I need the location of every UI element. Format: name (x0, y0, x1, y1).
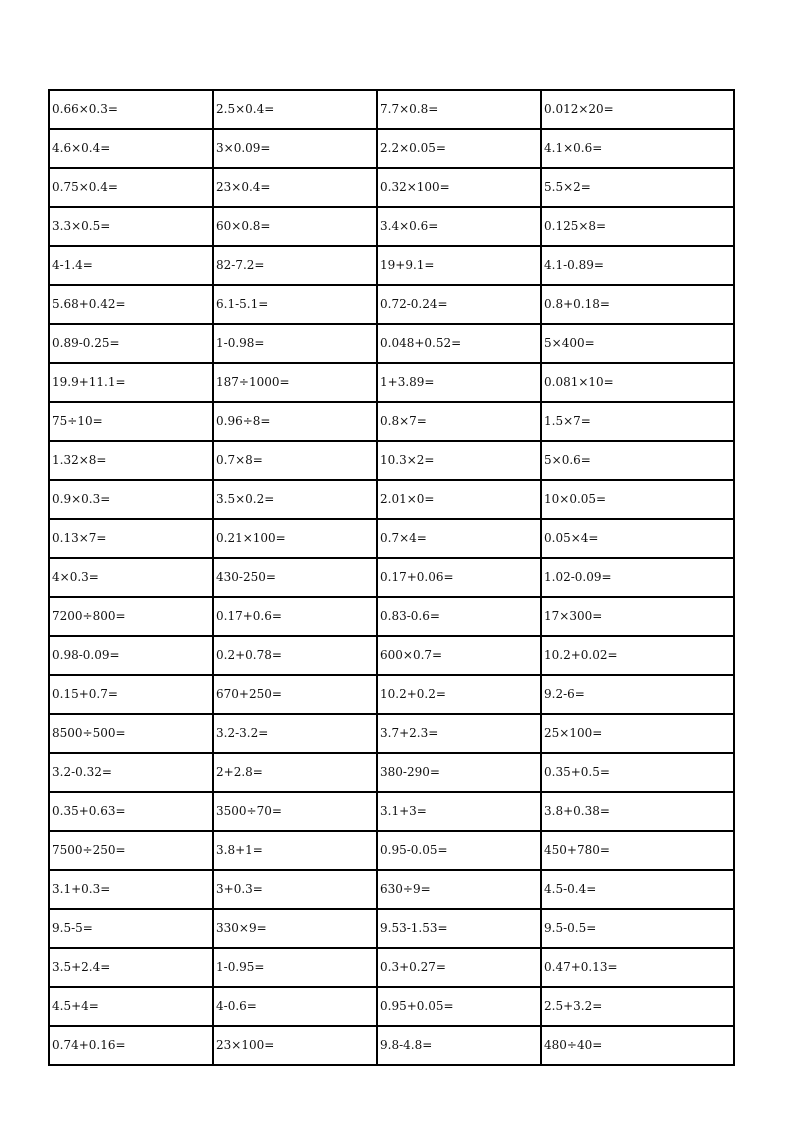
exercise-cell: 0.081×10= (541, 363, 734, 402)
exercise-cell: 1.02-0.09= (541, 558, 734, 597)
table-row (49, 948, 734, 987)
exercise-cell: 5.5×2= (541, 168, 734, 207)
exercise-cell: 19+9.1= (377, 246, 541, 285)
table-row (49, 909, 734, 948)
table-row (49, 480, 734, 519)
exercise-cell: 2+2.8= (213, 753, 377, 792)
exercise-cell: 0.75×0.4= (49, 168, 213, 207)
exercise-cell: 600×0.7= (377, 636, 541, 675)
table-row (49, 1026, 734, 1065)
table-row (49, 675, 734, 714)
exercise-cell: 19.9+11.1= (49, 363, 213, 402)
exercise-cell: 0.96÷8= (213, 402, 377, 441)
exercise-cell: 0.17+0.6= (213, 597, 377, 636)
exercise-cell: 1-0.98= (213, 324, 377, 363)
exercise-cell: 0.2+0.78= (213, 636, 377, 675)
exercise-cell: 3.2-3.2= (213, 714, 377, 753)
exercise-cell: 430-250= (213, 558, 377, 597)
exercise-table (48, 89, 735, 1066)
exercise-cell: 5×0.6= (541, 441, 734, 480)
table-row (49, 558, 734, 597)
exercise-cell: 0.8+0.18= (541, 285, 734, 324)
exercise-cell: 0.8×7= (377, 402, 541, 441)
table-row (49, 363, 734, 402)
table-row (49, 90, 734, 129)
exercise-cell: 0.17+0.06= (377, 558, 541, 597)
exercise-cell: 3.5×0.2= (213, 480, 377, 519)
exercise-cell: 9.5-5= (49, 909, 213, 948)
table-row (49, 636, 734, 675)
exercise-cell: 187÷1000= (213, 363, 377, 402)
exercise-cell: 0.048+0.52= (377, 324, 541, 363)
exercise-cell: 0.89-0.25= (49, 324, 213, 363)
exercise-cell: 1.5×7= (541, 402, 734, 441)
table-body (49, 90, 734, 1065)
exercise-cell: 0.125×8= (541, 207, 734, 246)
exercise-cell: 4×0.3= (49, 558, 213, 597)
exercise-cell: 0.95+0.05= (377, 987, 541, 1026)
table-row (49, 714, 734, 753)
exercise-cell: 0.05×4= (541, 519, 734, 558)
exercise-cell: 4-0.6= (213, 987, 377, 1026)
exercise-cell: 8500÷500= (49, 714, 213, 753)
exercise-cell: 0.72-0.24= (377, 285, 541, 324)
exercise-cell: 60×0.8= (213, 207, 377, 246)
exercise-cell: 4.6×0.4= (49, 129, 213, 168)
table-row (49, 753, 734, 792)
exercise-cell: 3.8+0.38= (541, 792, 734, 831)
exercise-cell: 480÷40= (541, 1026, 734, 1065)
exercise-cell: 1+3.89= (377, 363, 541, 402)
exercise-cell: 450+780= (541, 831, 734, 870)
exercise-cell: 7500÷250= (49, 831, 213, 870)
exercise-cell: 3.1+0.3= (49, 870, 213, 909)
exercise-cell: 25×100= (541, 714, 734, 753)
exercise-cell: 10×0.05= (541, 480, 734, 519)
table-row (49, 870, 734, 909)
exercise-cell: 3+0.3= (213, 870, 377, 909)
exercise-cell: 4.1-0.89= (541, 246, 734, 285)
exercise-cell: 630÷9= (377, 870, 541, 909)
exercise-cell: 0.13×7= (49, 519, 213, 558)
exercise-cell: 23×100= (213, 1026, 377, 1065)
table-row (49, 207, 734, 246)
table-row (49, 792, 734, 831)
exercise-cell: 3.4×0.6= (377, 207, 541, 246)
exercise-cell: 0.15+0.7= (49, 675, 213, 714)
exercise-cell: 0.21×100= (213, 519, 377, 558)
exercise-cell: 0.83-0.6= (377, 597, 541, 636)
exercise-cell: 3.8+1= (213, 831, 377, 870)
table-row (49, 285, 734, 324)
table-row (49, 129, 734, 168)
exercise-cell: 82-7.2= (213, 246, 377, 285)
exercise-cell: 0.95-0.05= (377, 831, 541, 870)
exercise-cell: 1.32×8= (49, 441, 213, 480)
exercise-cell: 670+250= (213, 675, 377, 714)
exercise-cell: 0.7×8= (213, 441, 377, 480)
exercise-cell: 2.5+3.2= (541, 987, 734, 1026)
exercise-cell: 3.2-0.32= (49, 753, 213, 792)
exercise-cell: 9.2-6= (541, 675, 734, 714)
exercise-cell: 0.32×100= (377, 168, 541, 207)
exercise-cell: 3.7+2.3= (377, 714, 541, 753)
exercise-cell: 5.68+0.42= (49, 285, 213, 324)
exercise-cell: 23×0.4= (213, 168, 377, 207)
exercise-cell: 0.3+0.27= (377, 948, 541, 987)
table-row (49, 519, 734, 558)
table-row (49, 597, 734, 636)
exercise-cell: 2.01×0= (377, 480, 541, 519)
exercise-cell: 380-290= (377, 753, 541, 792)
exercise-cell: 0.7×4= (377, 519, 541, 558)
exercise-cell: 0.9×0.3= (49, 480, 213, 519)
worksheet (48, 89, 733, 1062)
table-row (49, 324, 734, 363)
exercise-cell: 4.5+4= (49, 987, 213, 1026)
exercise-cell: 9.5-0.5= (541, 909, 734, 948)
table-row (49, 987, 734, 1026)
exercise-cell: 7.7×0.8= (377, 90, 541, 129)
exercise-cell: 10.3×2= (377, 441, 541, 480)
exercise-cell: 6.1-5.1= (213, 285, 377, 324)
exercise-cell: 0.35+0.63= (49, 792, 213, 831)
exercise-cell: 9.53-1.53= (377, 909, 541, 948)
exercise-cell: 5×400= (541, 324, 734, 363)
exercise-cell: 3.5+2.4= (49, 948, 213, 987)
table-row (49, 168, 734, 207)
exercise-cell: 4.5-0.4= (541, 870, 734, 909)
exercise-cell: 0.012×20= (541, 90, 734, 129)
exercise-cell: 10.2+0.2= (377, 675, 541, 714)
exercise-cell: 17×300= (541, 597, 734, 636)
exercise-cell: 3500÷70= (213, 792, 377, 831)
exercise-cell: 75÷10= (49, 402, 213, 441)
exercise-cell: 0.66×0.3= (49, 90, 213, 129)
exercise-cell: 9.8-4.8= (377, 1026, 541, 1065)
exercise-cell: 0.74+0.16= (49, 1026, 213, 1065)
exercise-cell: 10.2+0.02= (541, 636, 734, 675)
exercise-cell: 3×0.09= (213, 129, 377, 168)
table-row (49, 402, 734, 441)
exercise-cell: 330×9= (213, 909, 377, 948)
exercise-cell: 3.3×0.5= (49, 207, 213, 246)
table-row (49, 441, 734, 480)
table-row (49, 246, 734, 285)
exercise-cell: 1-0.95= (213, 948, 377, 987)
exercise-cell: 2.2×0.05= (377, 129, 541, 168)
exercise-cell: 0.98-0.09= (49, 636, 213, 675)
table-row (49, 831, 734, 870)
exercise-cell: 4.1×0.6= (541, 129, 734, 168)
exercise-cell: 7200÷800= (49, 597, 213, 636)
exercise-cell: 0.47+0.13= (541, 948, 734, 987)
exercise-cell: 2.5×0.4= (213, 90, 377, 129)
exercise-cell: 3.1+3= (377, 792, 541, 831)
exercise-cell: 0.35+0.5= (541, 753, 734, 792)
exercise-cell: 4-1.4= (49, 246, 213, 285)
